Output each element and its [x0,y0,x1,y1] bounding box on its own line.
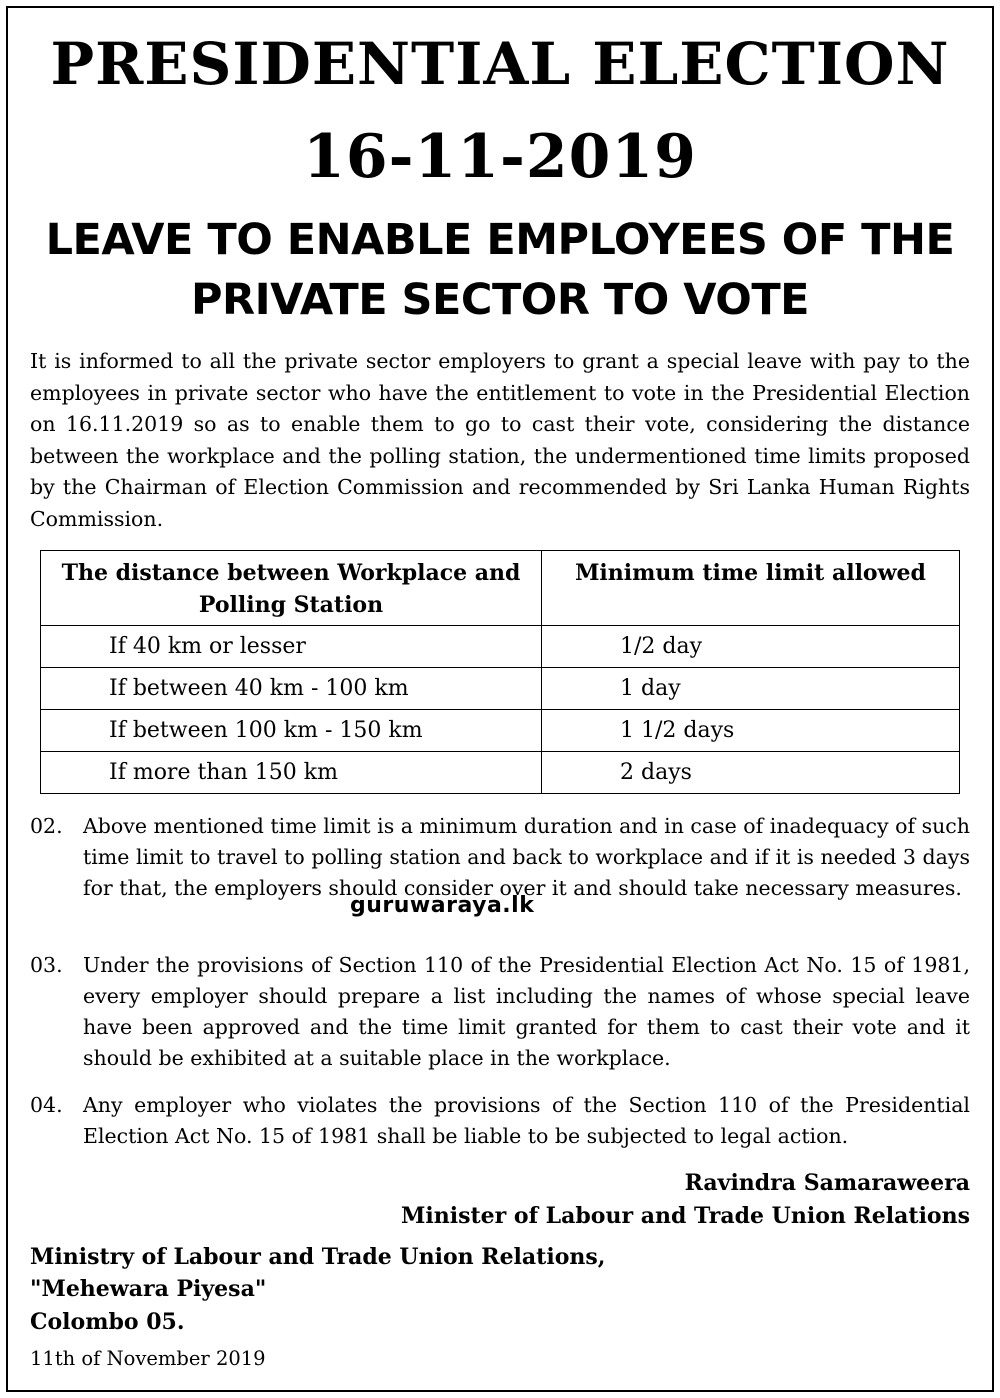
intro-paragraph: It is informed to all the private sector employers to grant a special leave with pay to the employees in private sector who have the entitlement to vote in the Presidential Election on 16.11.2019 so as to enable them to go to cast their vote, considering the distance between the workplace and the polling station, the undermentioned time limits proposed by the Chairman of Election Commission and recommended by Sri Lanka Human Rights Commission. [30,349,970,531]
time-limit-cell: 1 day [542,668,960,710]
table-row [41,668,960,710]
signatory-title: Minister of Labour and Trade Union Relations [401,1203,970,1229]
column-header-time-limit: Minimum time limit allowed [542,551,960,626]
paragraph-02 [30,811,970,904]
election-date: 16-11-2019 [303,122,697,192]
subtitle-line-1: LEAVE TO ENABLE EMPLOYEES OF THE [45,215,955,265]
table-row [41,626,960,668]
address-line-1: Ministry of Labour and Trade Union Relations, [30,1244,606,1270]
distance-cell: If between 40 km - 100 km [41,668,542,710]
paragraph-04 [30,1090,970,1152]
paragraph-text: Under the provisions of Section 110 of the Presidential Election Act No. 15 of 1981, every employer should prepare a list including the names of whose special leave have been approved and the time limit granted for them to cast their vote and it should be exhibited at a suitable place in the workplace. [83,953,970,1070]
distance-cell: If 40 km or lesser [41,626,542,668]
notice-subtitle [0,210,1000,330]
leave-table [40,550,960,794]
table-row [41,710,960,752]
address-line-2: "Mehewara Piyesa" [30,1276,267,1302]
address-line-3: Colombo 05. [30,1309,185,1335]
signatory-name: Ravindra Samaraweera [684,1170,970,1196]
paragraph-number: 02. [30,814,63,838]
table-row [41,752,960,794]
time-limit-cell: 2 days [542,752,960,794]
paragraph-text: Above mentioned time limit is a minimum duration and in case of inadequacy of such time limit to travel to polling station and back to workplace and if it is needed 3 days for that, the employers should consider over it and should take necessary measures. [83,814,970,900]
page-title: PRESIDENTIAL ELECTION [50,30,950,98]
paragraph-number: 03. [30,953,63,977]
subtitle-line-2: PRIVATE SECTOR TO VOTE [190,275,810,325]
table-header-row [41,551,960,626]
paragraph-number: 04. [30,1093,63,1117]
watermark: guruwaraya.lk [350,893,535,918]
paragraph-03 [30,950,970,1074]
distance-cell: If more than 150 km [41,752,542,794]
issue-date: 11th of November 2019 [30,1347,266,1370]
paragraph-text: Any employer who violates the provisions of the Section 110 of the Presidential Election Act No. 15 of 1981 shall be liable to be subjected to legal action. [83,1093,970,1148]
distance-cell: If between 100 km - 150 km [41,710,542,752]
time-limit-cell: 1/2 day [542,626,960,668]
time-limit-cell: 1 1/2 days [542,710,960,752]
column-header-distance: The distance between Workplace and Polling Station [41,551,542,626]
